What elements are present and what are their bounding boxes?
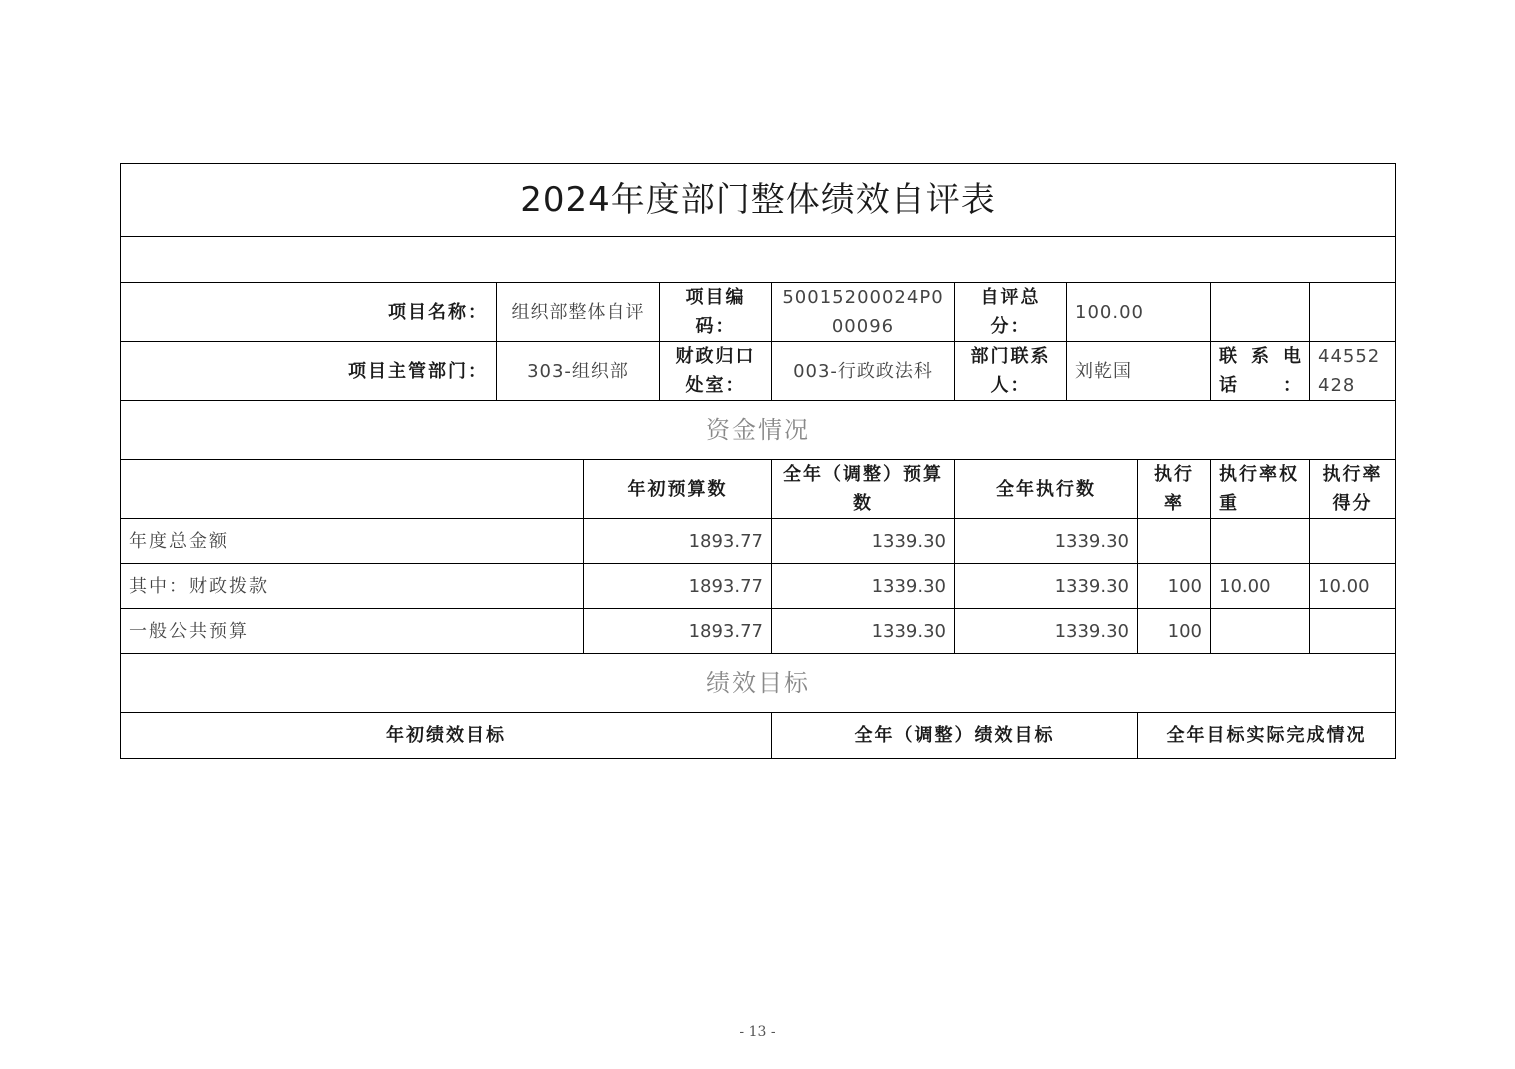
weight-cell: 10.00 — [1211, 564, 1310, 609]
table-row — [121, 519, 1396, 564]
table-row — [121, 609, 1396, 654]
contact-value: 刘乾国 — [1067, 342, 1211, 401]
initial-budget-cell: 1893.77 — [584, 609, 772, 654]
adjusted-budget-cell: 1339.30 — [772, 609, 955, 654]
rate-cell: 100 — [1138, 564, 1211, 609]
executed-cell: 1339.30 — [955, 519, 1138, 564]
total-score-label: 自评总分： — [955, 283, 1067, 342]
funds-header-blank — [121, 460, 584, 519]
executed-cell: 1339.30 — [955, 609, 1138, 654]
empty-cell — [1211, 283, 1310, 342]
header-rate-score: 执行率得分 — [1310, 460, 1396, 519]
score-cell — [1310, 609, 1396, 654]
empty-cell — [1310, 283, 1396, 342]
form-table — [120, 163, 1396, 759]
performance-section-title: 绩效目标 — [121, 654, 1396, 713]
weight-cell — [1211, 609, 1310, 654]
project-name-value: 组织部整体自评 — [497, 283, 660, 342]
header-initial-goal: 年初绩效目标 — [121, 713, 772, 759]
row-label: 年度总金额 — [121, 519, 584, 564]
header-executed: 全年执行数 — [955, 460, 1138, 519]
funds-section-title: 资金情况 — [121, 401, 1396, 460]
row-label: 一般公共预算 — [121, 609, 584, 654]
phone-label: 联系电话： — [1211, 342, 1310, 401]
blank-row — [121, 237, 1396, 283]
page-number: - 13 - — [739, 1024, 776, 1040]
header-rate: 执行率 — [1138, 460, 1211, 519]
contact-label: 部门联系人： — [955, 342, 1067, 401]
dept-value: 303-组织部 — [497, 342, 660, 401]
adjusted-budget-cell: 1339.30 — [772, 519, 955, 564]
form-title: 2024年度部门整体绩效自评表 — [121, 164, 1396, 237]
header-rate-weight: 执行率权重 — [1211, 460, 1310, 519]
project-name-label: 项目名称： — [121, 283, 497, 342]
score-cell — [1310, 519, 1396, 564]
header-initial-budget: 年初预算数 — [584, 460, 772, 519]
table-row — [121, 564, 1396, 609]
project-code-label: 项目编码： — [660, 283, 772, 342]
finance-office-value: 003-行政政法科 — [772, 342, 955, 401]
row-label: 其中：财政拨款 — [121, 564, 584, 609]
header-adjusted-goal: 全年（调整）绩效目标 — [772, 713, 1138, 759]
self-evaluation-form — [120, 163, 1395, 759]
rate-cell — [1138, 519, 1211, 564]
project-code-value: 50015200024P000096 — [772, 283, 955, 342]
phone-value: 44552428 — [1310, 342, 1396, 401]
rate-cell: 100 — [1138, 609, 1211, 654]
dept-label: 项目主管部门： — [121, 342, 497, 401]
total-score-value: 100.00 — [1067, 283, 1211, 342]
finance-office-label: 财政归口处室： — [660, 342, 772, 401]
header-adjusted-budget: 全年（调整）预算数 — [772, 460, 955, 519]
adjusted-budget-cell: 1339.30 — [772, 564, 955, 609]
initial-budget-cell: 1893.77 — [584, 564, 772, 609]
score-cell: 10.00 — [1310, 564, 1396, 609]
weight-cell — [1211, 519, 1310, 564]
executed-cell: 1339.30 — [955, 564, 1138, 609]
initial-budget-cell: 1893.77 — [584, 519, 772, 564]
header-actual-completion: 全年目标实际完成情况 — [1138, 713, 1396, 759]
